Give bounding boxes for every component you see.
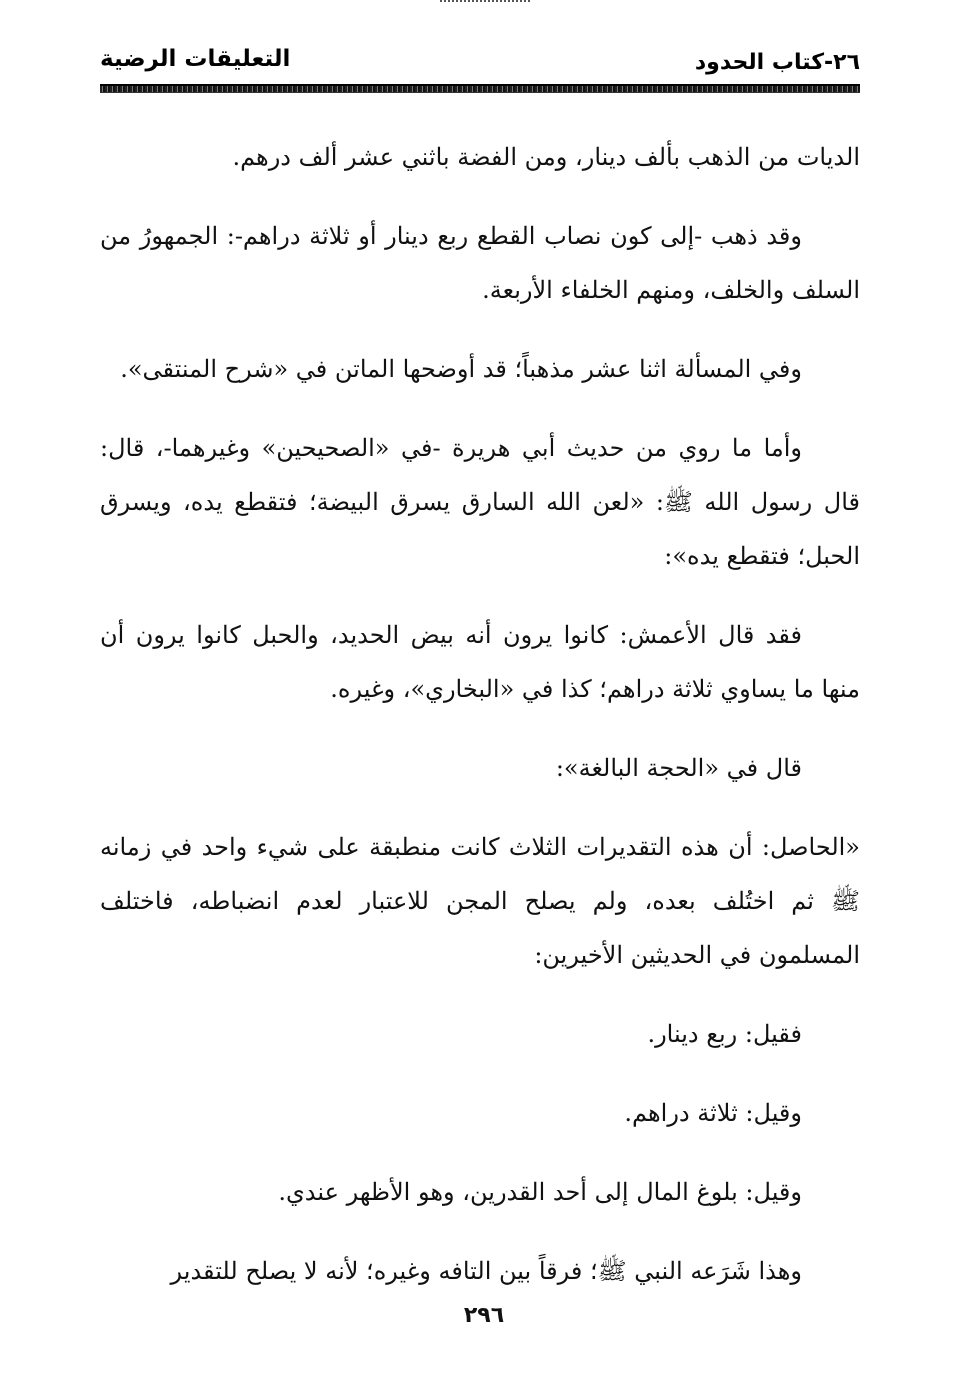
paragraph: فقد قال الأعمش: كانوا يرون أنه بيض الحديد، والحبل كانوا يرون أن منها ما يساوي ثلاثة دراهم؛ كذا في «البخاري»، وغيره.: [100, 621, 860, 703]
paragraph: وقد ذهب -إلى كون نصاب القطع ربع دينار أو ثلاثة دراهم-: الجمهورُ من السلف والخلف، ومنهم الخلفاء الأربعة.: [100, 222, 860, 304]
paragraph: قال في «الحجة البالغة»:: [555, 754, 802, 782]
header-rule: [100, 84, 860, 93]
top-edge-marks: [440, 0, 530, 6]
list-item: فقيل: ربع دينار.: [647, 1020, 802, 1048]
paragraph: وأما ما روي من حديث أبي هريرة -في «الصحيحين» وغيرهما-، قال: قال رسول الله ﷺ: «لعن الله السارق يسرق البيضة؛ فتقطع يده، ويسرق الحبل؛ فتقطع يده»:: [100, 434, 861, 570]
paragraph: وهذا شَرَعه النبي ﷺ؛ فرقاً بين التافه وغيره؛ لأنه لا يصلح للتقدير: [170, 1257, 802, 1285]
chapter-title: ٢٦-كتاب الحدود: [694, 50, 860, 75]
page-body: [100, 130, 860, 1323]
list-item: وقيل: ثلاثة دراهم.: [624, 1099, 802, 1127]
paragraph: وفي المسألة اثنا عشر مذهباً؛ قد أوضحها الماتن في «شرح المنتقى».: [120, 355, 802, 383]
list-item: وقيل: بلوغ المال إلى أحد القدرين، وهو الأظهر عندي.: [278, 1178, 802, 1206]
running-header: [100, 40, 860, 80]
book-title: التعليقات الرضية: [100, 46, 291, 72]
paragraph: الديات من الذهب بألف دينار، ومن الفضة باثني عشر ألف درهم.: [232, 143, 860, 171]
page-number: ٢٩٦: [463, 1303, 505, 1328]
paragraph: «الحاصل: أن هذه التقديرات الثلاث كانت منطبقة على شيء واحد في زمانه ﷺ ثم اختُلف بعده، ولم يصلح المجن للاعتبار لعدم انضباطه، فاختلف المسلمون في الحديثين الأخيرين:: [100, 833, 860, 969]
